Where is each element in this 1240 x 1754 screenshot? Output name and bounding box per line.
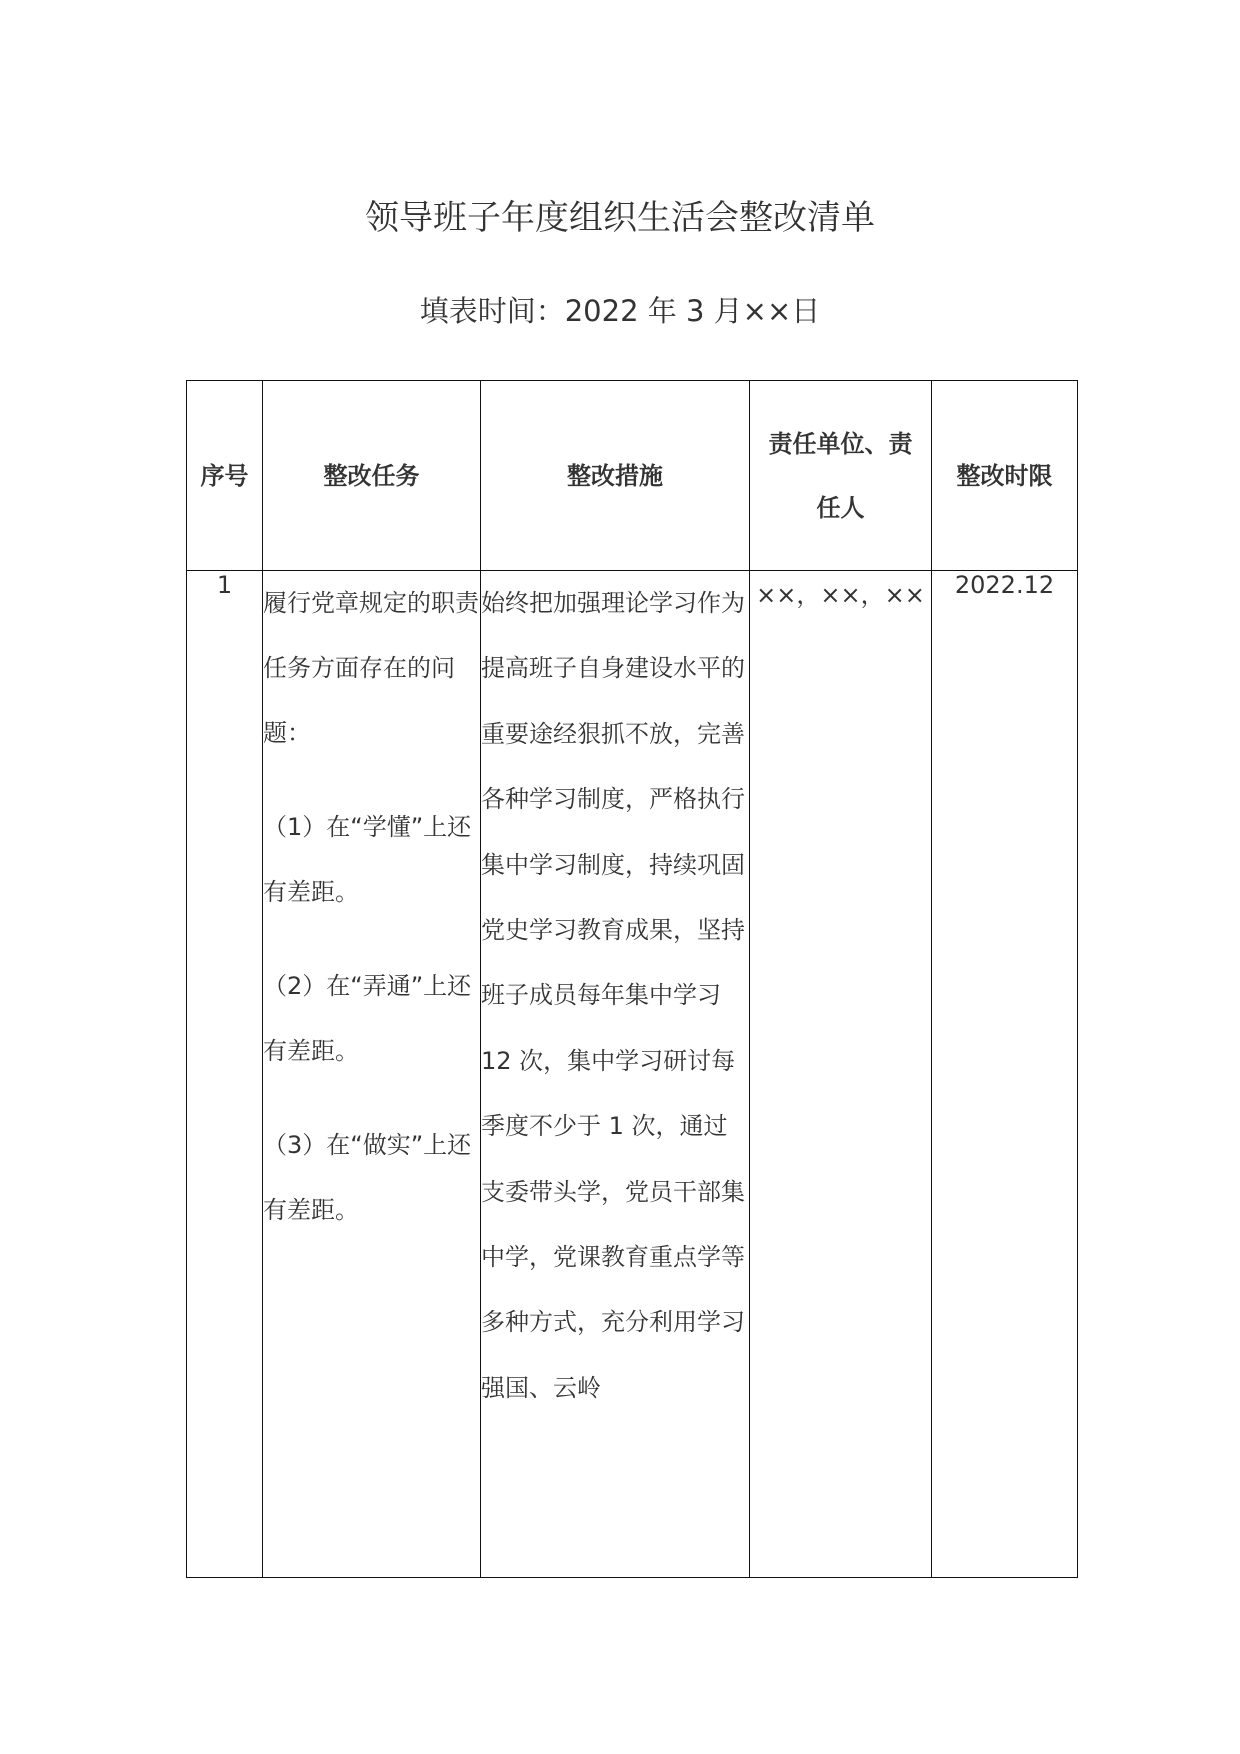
cell-measure — [481, 571, 750, 1578]
cell-responsible — [750, 571, 932, 1578]
fill-date: 填表时间：2022 年 3 月××日 — [419, 294, 821, 328]
cell-task — [263, 571, 481, 1578]
table-row — [187, 571, 1078, 1578]
header-seq: 序号 — [187, 381, 263, 571]
header-responsible: 责任单位、责任人 — [750, 381, 932, 571]
task-item: （1）在“学懂”上还有差距。 — [263, 813, 472, 906]
cell-deadline — [932, 571, 1078, 1578]
header-measure: 整改措施 — [481, 381, 750, 571]
task-intro: 履行党章规定的职责任务方面存在的问题： — [263, 589, 479, 747]
header-task: 整改任务 — [263, 381, 481, 571]
task-item: （3）在“做实”上还有差距。 — [263, 1131, 472, 1224]
page-title: 领导班子年度组织生活会整改清单 — [365, 198, 875, 238]
table-header-row — [187, 381, 1078, 571]
seq-value: 1 — [216, 571, 233, 599]
measure-text: 始终把加强理论学习作为提高班子自身建设水平的重要途经狠抓不放，完善各种学习制度，严格执行集中学习制度，持续巩固党史学习教育成果，坚持班子成员每年集中学习 12 次，集中学习研讨每季度不少于 1 次，通过支委带头学，党员干部集中学，党课教育重点学等多种方式，充分利用学习强国、云岭 — [481, 589, 745, 1402]
cell-seq — [187, 571, 263, 1578]
responsible-text: ××，××，×× — [756, 581, 925, 609]
task-item: （2）在“弄通”上还有差距。 — [263, 972, 472, 1065]
rectification-table — [186, 380, 1078, 1578]
deadline-text: 2022.12 — [954, 571, 1055, 599]
header-deadline: 整改时限 — [932, 381, 1078, 571]
